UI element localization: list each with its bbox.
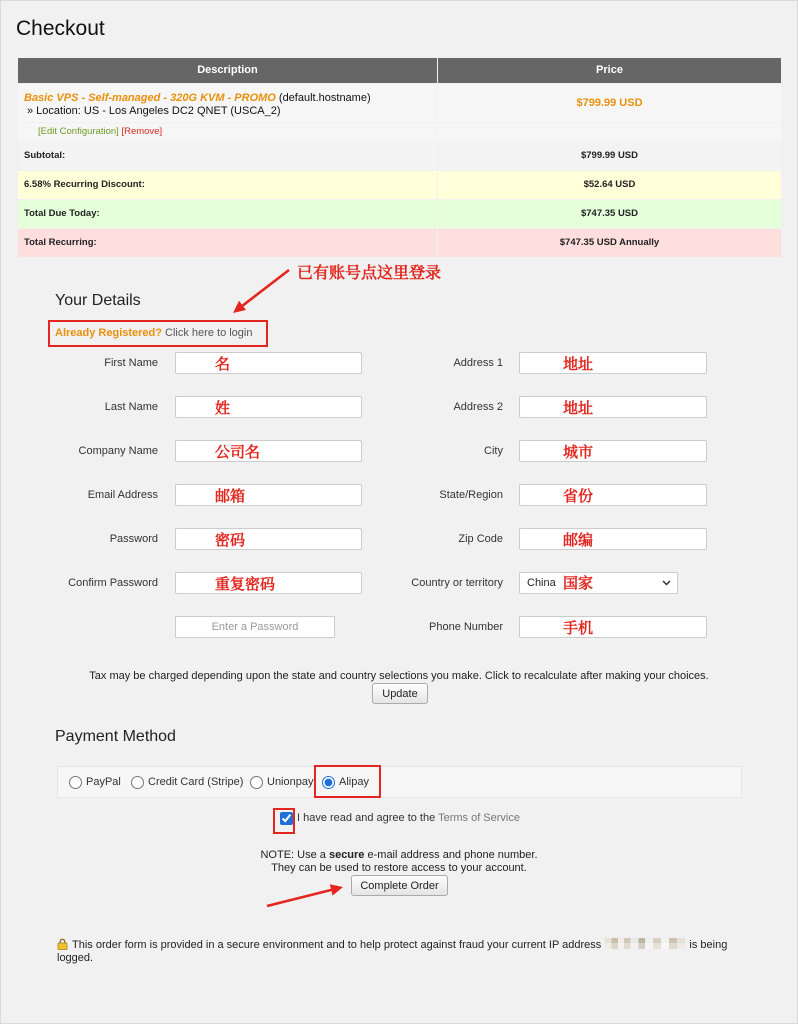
tax-note: Tax may be charged depending upon the state and country selections you make. Click to recalculate after making your choices. (89, 670, 709, 682)
already-registered-text: Already Registered? (55, 327, 162, 339)
recurring-discount-row (18, 171, 781, 199)
password-input[interactable] (175, 528, 362, 550)
cart-header-row (18, 58, 781, 83)
product-name: Basic VPS - Self-managed - 320G KVM - PROMO (24, 92, 276, 104)
remove-item-link[interactable]: [Remove] (121, 126, 163, 137)
first-name-label: First Name (104, 357, 158, 369)
country-annotation: 国家 (563, 574, 594, 592)
alipay-label: Alipay (339, 776, 369, 788)
subtotal-value: $799.99 USD (438, 142, 781, 170)
cart-item-actions-spacer (438, 123, 781, 141)
subtotal-label: Subtotal: (18, 142, 437, 170)
phone-number-label: Phone Number (429, 621, 503, 633)
cart-item-actions (18, 123, 437, 141)
payment-option-paypal[interactable] (69, 776, 121, 789)
security-note-line-1 (0, 849, 798, 862)
total-due-today-value: $747.35 USD (438, 200, 781, 228)
payment-option-credit-card[interactable] (131, 776, 243, 789)
credit-card-label: Credit Card (Stripe) (148, 776, 244, 788)
subtotal-row (18, 142, 781, 170)
cart-item-row (18, 84, 781, 122)
payment-method-heading: Payment Method (55, 728, 176, 745)
last-name-label: Last Name (104, 401, 158, 413)
payment-option-alipay[interactable] (322, 776, 369, 789)
confirm-password-label: Confirm Password (68, 577, 158, 589)
city-label: City (484, 445, 503, 457)
complete-order-arrow-icon (267, 884, 343, 906)
product-location: » Location: US - Los Angeles DC2 QNET (USCA_2) (27, 105, 281, 117)
country-selected-value: China (527, 577, 556, 589)
country-label: Country or territory (411, 577, 503, 589)
company-name-label: Company Name (78, 445, 158, 457)
first-name-input[interactable] (175, 352, 362, 374)
paypal-radio[interactable] (69, 776, 82, 789)
complete-order-button[interactable]: Complete Order (351, 875, 448, 896)
payment-option-unionpay[interactable] (250, 776, 313, 789)
login-arrow-icon (233, 270, 289, 313)
password-label: Password (109, 533, 158, 545)
total-recurring-label: Total Recurring: (18, 229, 437, 257)
cart-item-actions-row (18, 123, 781, 141)
secure-text-before: This order form is provided in a secure environment and to help protect against fraud your current IP address (72, 939, 602, 951)
phone-number-input[interactable] (519, 616, 707, 638)
security-note-line-2: They can be used to restore access to your account. (271, 862, 527, 874)
country-select[interactable] (519, 572, 678, 594)
password-strength-meter: Enter a Password (175, 616, 335, 638)
unionpay-label: Unionpay (267, 776, 314, 788)
secure-environment-notice (57, 938, 747, 965)
address-2-input[interactable] (519, 396, 707, 418)
terms-prefix: I have read and agree to the (297, 812, 436, 824)
total-recurring-row (18, 229, 781, 257)
note-prefix: NOTE: Use a (260, 849, 326, 861)
cart-item-description (18, 84, 437, 122)
total-recurring-value: $747.35 USD Annually (438, 229, 781, 257)
chevron-down-icon (662, 580, 671, 586)
last-name-input[interactable] (175, 396, 362, 418)
state-region-input[interactable] (519, 484, 707, 506)
cart-table (18, 58, 781, 258)
terms-agreement (297, 812, 520, 825)
login-link[interactable]: Click here to login (165, 327, 253, 339)
edit-configuration-link[interactable]: [Edit Configuration] (38, 126, 119, 137)
total-due-today-label: Total Due Today: (18, 200, 437, 228)
zip-code-input[interactable] (519, 528, 707, 550)
paypal-label: PayPal (86, 776, 121, 788)
your-details-heading: Your Details (55, 292, 141, 309)
terms-of-service-link[interactable]: Terms of Service (438, 812, 520, 824)
already-registered-login[interactable] (48, 320, 268, 347)
total-due-today-row (18, 200, 781, 228)
terms-checkbox[interactable] (280, 812, 293, 825)
login-hint-annotation: 已有账号点这里登录 (297, 263, 442, 282)
address-2-label: Address 2 (453, 401, 503, 413)
city-input[interactable] (519, 440, 707, 462)
ip-address-redacted (605, 938, 685, 949)
unionpay-radio[interactable] (250, 776, 263, 789)
address-1-input[interactable] (519, 352, 707, 374)
update-button[interactable]: Update (372, 683, 428, 704)
description-header: Description (18, 58, 437, 83)
state-region-label: State/Region (439, 489, 503, 501)
alipay-radio[interactable] (322, 776, 335, 789)
confirm-password-input[interactable] (175, 572, 362, 594)
cart-item-price: $799.99 USD (438, 84, 781, 122)
credit-card-radio[interactable] (131, 776, 144, 789)
email-address-input[interactable] (175, 484, 362, 506)
secure-text-after: is being logged. (57, 939, 728, 964)
address-1-label: Address 1 (453, 357, 503, 369)
recurring-discount-label: 6.58% Recurring Discount: (18, 171, 437, 199)
page-title: Checkout (16, 17, 105, 40)
zip-code-label: Zip Code (458, 533, 503, 545)
company-name-input[interactable] (175, 440, 362, 462)
product-hostname: (default.hostname) (278, 92, 371, 104)
recurring-discount-value: $52.64 USD (438, 171, 781, 199)
note-emphasis: secure (328, 849, 365, 861)
lock-icon (57, 938, 68, 950)
email-address-label: Email Address (87, 489, 158, 501)
payment-options (57, 766, 742, 798)
note-suffix: e-mail address and phone number. (367, 849, 538, 861)
price-header: Price (438, 58, 781, 83)
